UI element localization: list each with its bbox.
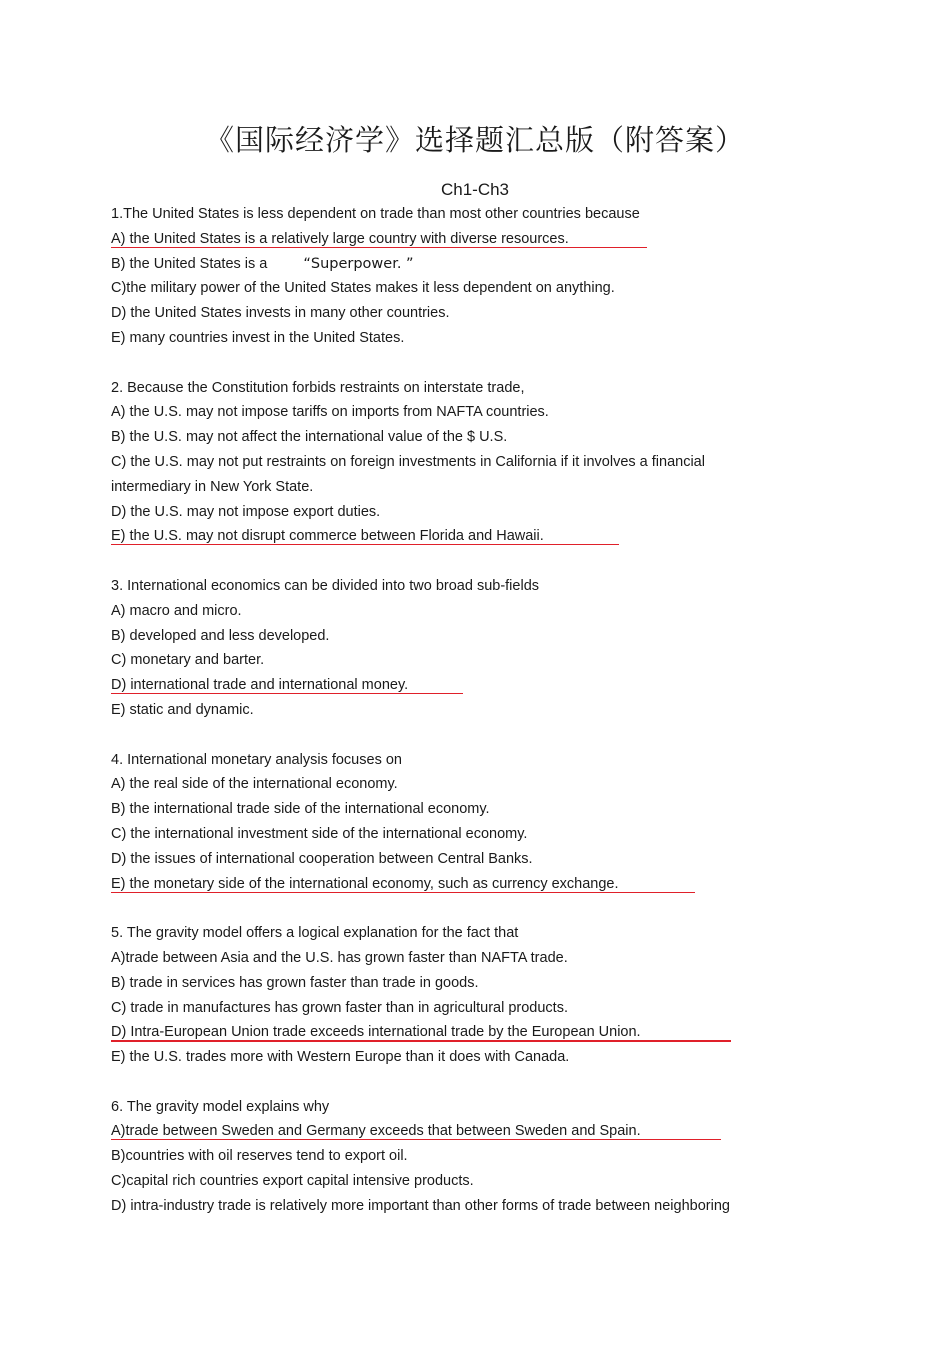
answer-option: C)the military power of the United States makes it less dependent on anything. xyxy=(111,280,615,297)
answer-option xyxy=(111,254,771,279)
answer-option: C) trade in manufactures has grown faster than in agricultural products. xyxy=(111,999,568,1016)
answer-underline xyxy=(111,892,695,893)
answer-underline xyxy=(111,1040,731,1042)
option-text: D) Intra-European Union trade exceeds international trade by the European Union. xyxy=(111,1024,641,1041)
answer-option: B)countries with oil reserves tend to export oil. xyxy=(111,1148,408,1165)
answer-option: D) the issues of international cooperation between Central Banks. xyxy=(111,850,533,867)
question-stem: 5. The gravity model offers a logical explanation for the fact that xyxy=(111,925,519,942)
answer-option: E) many countries invest in the United States. xyxy=(111,329,405,346)
answer-option: B) developed and less developed. xyxy=(111,627,330,644)
answer-option: A) the real side of the international economy. xyxy=(111,776,398,793)
answer-option-correct xyxy=(111,526,771,551)
document-title: 《国际经济学》选择题汇总版（附答案） xyxy=(204,123,745,157)
question-list xyxy=(111,204,771,1221)
answer-option-correct xyxy=(111,675,771,700)
question-stem: 2. Because the Constitution forbids restraints on interstate trade, xyxy=(111,379,525,396)
section-heading: Ch1-Ch3 xyxy=(440,180,510,199)
answer-underline xyxy=(111,544,619,545)
answer-option: A) macro and micro. xyxy=(111,602,242,619)
question-stem: 6. The gravity model explains why xyxy=(111,1098,330,1115)
option-text: B) the United States is a xyxy=(111,255,268,272)
option-text: E) the monetary side of the international economy, such as currency exchange. xyxy=(111,875,619,892)
answer-option: C) monetary and barter. xyxy=(111,652,265,669)
answer-option-correct xyxy=(111,874,771,899)
answer-underline xyxy=(111,693,463,694)
question-stem: 3. International economics can be divided into two broad sub-fields xyxy=(111,577,540,594)
option-quote: “Superpower. ” xyxy=(303,255,414,272)
answer-option-correct xyxy=(111,1121,771,1146)
answer-option: D) the United States invests in many other countries. xyxy=(111,305,450,322)
answer-option-correct xyxy=(111,229,771,254)
answer-option-correct xyxy=(111,1022,771,1047)
question-stem: 4. International monetary analysis focuses on xyxy=(111,751,402,768)
answer-option: C) the international investment side of the international economy. xyxy=(111,825,528,842)
answer-underline xyxy=(111,1139,721,1140)
answer-option: D) intra-industry trade is relatively more important than other forms of trade between neighboring xyxy=(111,1197,730,1214)
answer-option: C)capital rich countries export capital intensive products. xyxy=(111,1173,474,1190)
answer-option: E) the U.S. trades more with Western Europe than it does with Canada. xyxy=(111,1049,570,1066)
option-text: E) the U.S. may not disrupt commerce between Florida and Hawaii. xyxy=(111,528,544,545)
answer-option: B) the U.S. may not affect the international value of the $ U.S. xyxy=(111,429,508,446)
answer-option: B) the international trade side of the international economy. xyxy=(111,801,490,818)
option-text: D) international trade and international money. xyxy=(111,677,409,694)
answer-option: B) trade in services has grown faster than trade in goods. xyxy=(111,974,479,991)
answer-option: A) the U.S. may not impose tariffs on imports from NAFTA countries. xyxy=(111,404,549,421)
answer-underline xyxy=(111,247,647,248)
answer-option-continued: intermediary in New York State. xyxy=(111,478,314,495)
answer-option: E) static and dynamic. xyxy=(111,701,254,718)
answer-option: A)trade between Asia and the U.S. has grown faster than NAFTA trade. xyxy=(111,949,568,966)
option-text: A)trade between Sweden and Germany exceeds that between Sweden and Spain. xyxy=(111,1123,641,1140)
option-text: A) the United States is a relatively large country with diverse resources. xyxy=(111,230,569,247)
answer-option: D) the U.S. may not impose export duties. xyxy=(111,503,381,520)
question-stem: 1.The United States is less dependent on trade than most other countries because xyxy=(111,206,640,222)
answer-option: C) the U.S. may not put restraints on foreign investments in California if it involves a financial xyxy=(111,453,705,470)
